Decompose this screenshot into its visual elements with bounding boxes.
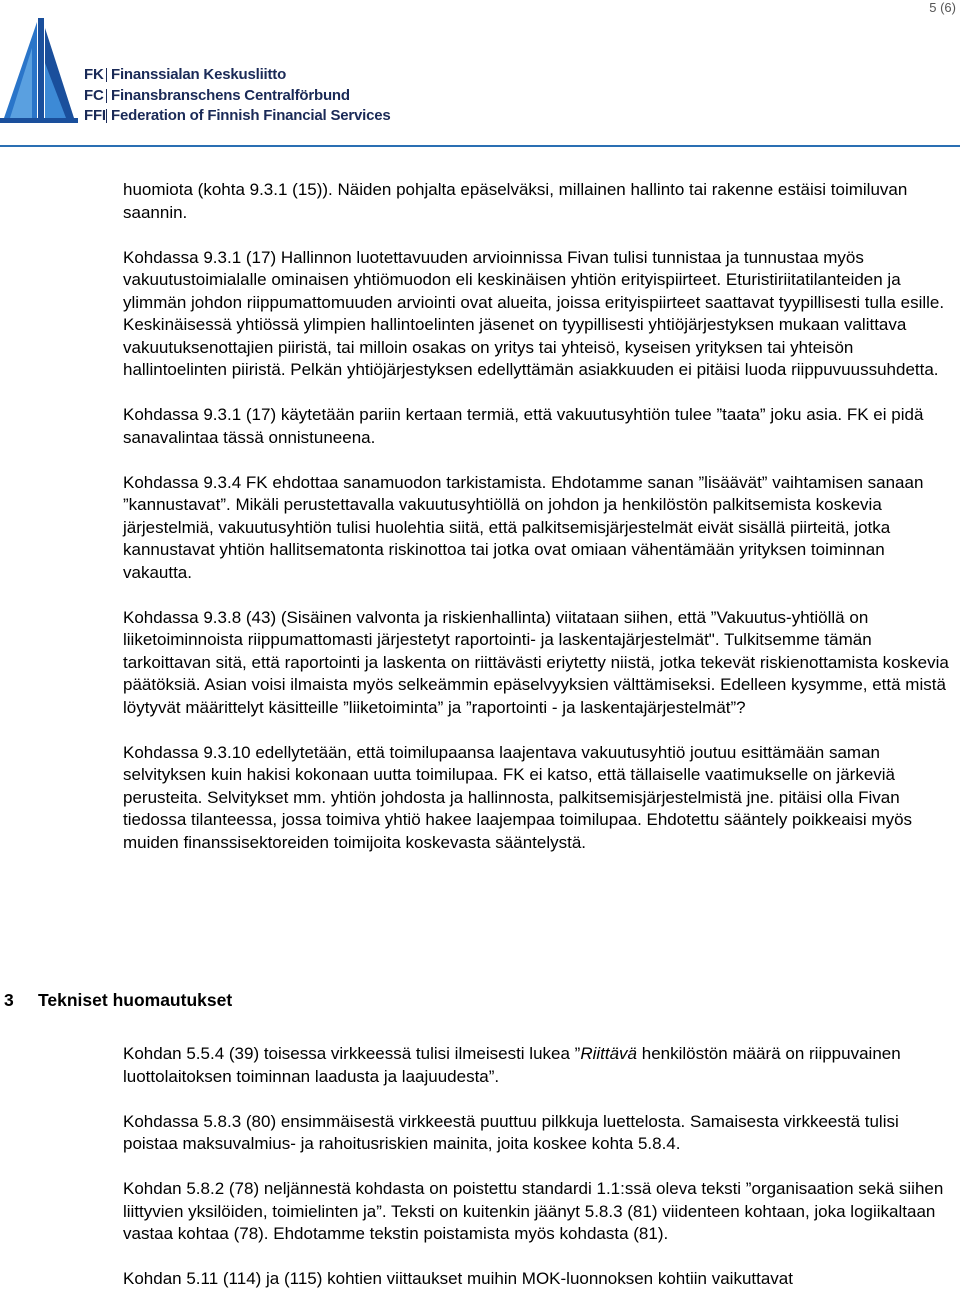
paragraph-text: Kohdan 5.5.4 (39) toisessa virkkeessä tulisi ilmeisesti lukea ” bbox=[123, 1044, 581, 1063]
logo-name-en: Federation of Finnish Financial Services bbox=[111, 107, 391, 124]
ffi-logo bbox=[0, 18, 400, 130]
logo-separator bbox=[106, 109, 107, 123]
paragraph: Kohdan 5.8.2 (78) neljännestä kohdasta on poistettu standardi 1.1:ssä oleva teksti ”organisaation sekä siihen liittyvien yksilöiden, toimielinten ja”. Teksti on kuitenkin jäänyt 5.8.3 (81) viidenteen kohtaan, joka logiikaltaan vastaa kohtaa (78). Ehdotamme tekstin poistamista myös kohdasta (81). bbox=[123, 1179, 944, 1243]
logo-abbr-fc: FC bbox=[84, 87, 104, 104]
paragraph-text: henkilöstön määrä on riippuvainen luottolaitoksen toiminnan laadusta ja laajuudesta”. bbox=[123, 1044, 901, 1086]
header-rule bbox=[0, 145, 960, 147]
logo-name-sv: Finansbranschens Centralförbund bbox=[111, 87, 350, 104]
paragraph: Kohdassa 9.3.4 FK ehdottaa sanamuodon tarkistamista. Ehdotamme sanan ”lisäävät” vaihtamisen sanaan ”kannustavat”. Mikäli perustettavalla vakuutusyhtiöllä on johdon ja henkilöstön palkitsemista koskevia järjestelmiä, vakuutusyhtiön tulisi huolehtia siitä, että palkitsemisjärjestelmät eivät sisällä piirteitä, jotka kannustavat yhtiön hallitsematonta riskinottoa tai jotka ovat omiaan vähentämään yrityksen toiminnan vakautta. bbox=[123, 472, 924, 582]
logo-abbr-fk: FK bbox=[84, 66, 104, 83]
section-number: 3 bbox=[4, 990, 14, 1010]
body-text-upper bbox=[123, 179, 955, 877]
paragraph: Kohdassa 5.8.3 (80) ensimmäisestä virkkeestä puuttuu pilkkuja luettelosta. Samaisesta virkkeestä tulisi poistaa maksuvalmius- ja rahoitusriskien mainita, joita koskee kohta 5.8.4. bbox=[123, 1111, 899, 1153]
logo-sail-icon bbox=[0, 18, 80, 130]
emphasis-text: Riittävä bbox=[580, 1044, 638, 1063]
logo-separator bbox=[106, 89, 107, 103]
paragraph: Kohdassa 9.3.10 edellytetään, että toimilupaansa laajentava vakuutusyhtiö joutuu esittämään saman selvityksen kuin hakisi kokonaan uutta toimilupaa. FK ei katso, että tällaiselle vaatimukselle on järkeviä perusteita. Selvitykset mm. yhtiön johdosta ja hallinnosta, palkitsemisjärjestelmistä jne. pitäisi olla Fivan tiedossa tilanteessa, jossa toimiva yhtiö hakee laajempaa toimilupaa. Ehdotettu sääntely poikkeaisi myös muiden finanssisektoreiden toimijoita koskevasta sääntelystä. bbox=[123, 742, 913, 852]
logo-separator bbox=[106, 68, 107, 82]
paragraph: Kohdassa 9.3.8 (43) (Sisäinen valvonta ja riskienhallinta) viitataan siihen, että ”Vakuutus-yhtiöllä on liiketoiminnoista riippumattomasti järjestetyt raportointi- ja laskentajärjestelmät". Tulkitsemme tämän tarkoittavan sitä, että raportointi ja laskenta on riittävästi eriytetty niistä, jotka tekevät riskienottamista koskevia päätöksiä. Asian voisi ilmaista myös selkeämmin epäselvyyksien välttämiseksi. Edelleen kysymme, että mistä löytyvät määrittelyt käsitteille ”liiketoiminta” ja ”raportointi - ja laskentajärjestelmät”? bbox=[123, 607, 949, 717]
page-number: 5 (6) bbox=[929, 0, 956, 15]
paragraph bbox=[123, 1043, 955, 1088]
logo-abbr-ffi: FFI bbox=[84, 107, 106, 124]
section-title: Tekniset huomautukset bbox=[38, 990, 233, 1010]
paragraph: huomiota (kohta 9.3.1 (15)). Näiden pohjalta epäselväksi, millainen hallinto tai rakenne estäisi toimiluvan saannin. bbox=[123, 180, 908, 222]
body-text-lower bbox=[123, 1043, 955, 1313]
paragraph: Kohdassa 9.3.1 (17) käytetään pariin kertaan termiä, että vakuutusyhtiön tulee ”taata” joku asia. FK ei pidä sanavalintaa tässä onnistuneena. bbox=[123, 405, 924, 447]
paragraph: Kohdassa 9.3.1 (17) Hallinnon luotettavuuden arvioinnissa Fivan tulisi tunnistaa ja tunnustaa myös vakuutustoimialalle ominaisen yhtiömuodon eli keskinäisen yhtiön erityispiirteet. Eturistiriitatilanteiden ja ylimmän johdon riippumattomuuden arviointi ovat alueita, joissa erityispiirteet saattavat tyypillisesti tulla esille. Keskinäisessä yhtiössä ylimpien hallintoelinten jäsenet on tyypillisesti yhtiöjärjestyksen mukaan valittava vakuutuksenottajien piiristä, tai milloin osakas on yritys tai yhteisö, kyseisen yrityksen tai yhteisön hallintoelinten piiristä. Pelkän yhtiöjärjestyksen edellyttämän asiakkuuden ei pitäisi luoda riippuvuussuhdetta. bbox=[123, 247, 945, 379]
logo-name-fi: Finanssialan Keskusliitto bbox=[111, 66, 287, 83]
section-heading bbox=[4, 990, 232, 1011]
paragraph: Kohdan 5.11 (114) ja (115) kohtien viittaukset muihin MOK-luonnoksen kohtiin vaikuttavat bbox=[123, 1269, 793, 1288]
